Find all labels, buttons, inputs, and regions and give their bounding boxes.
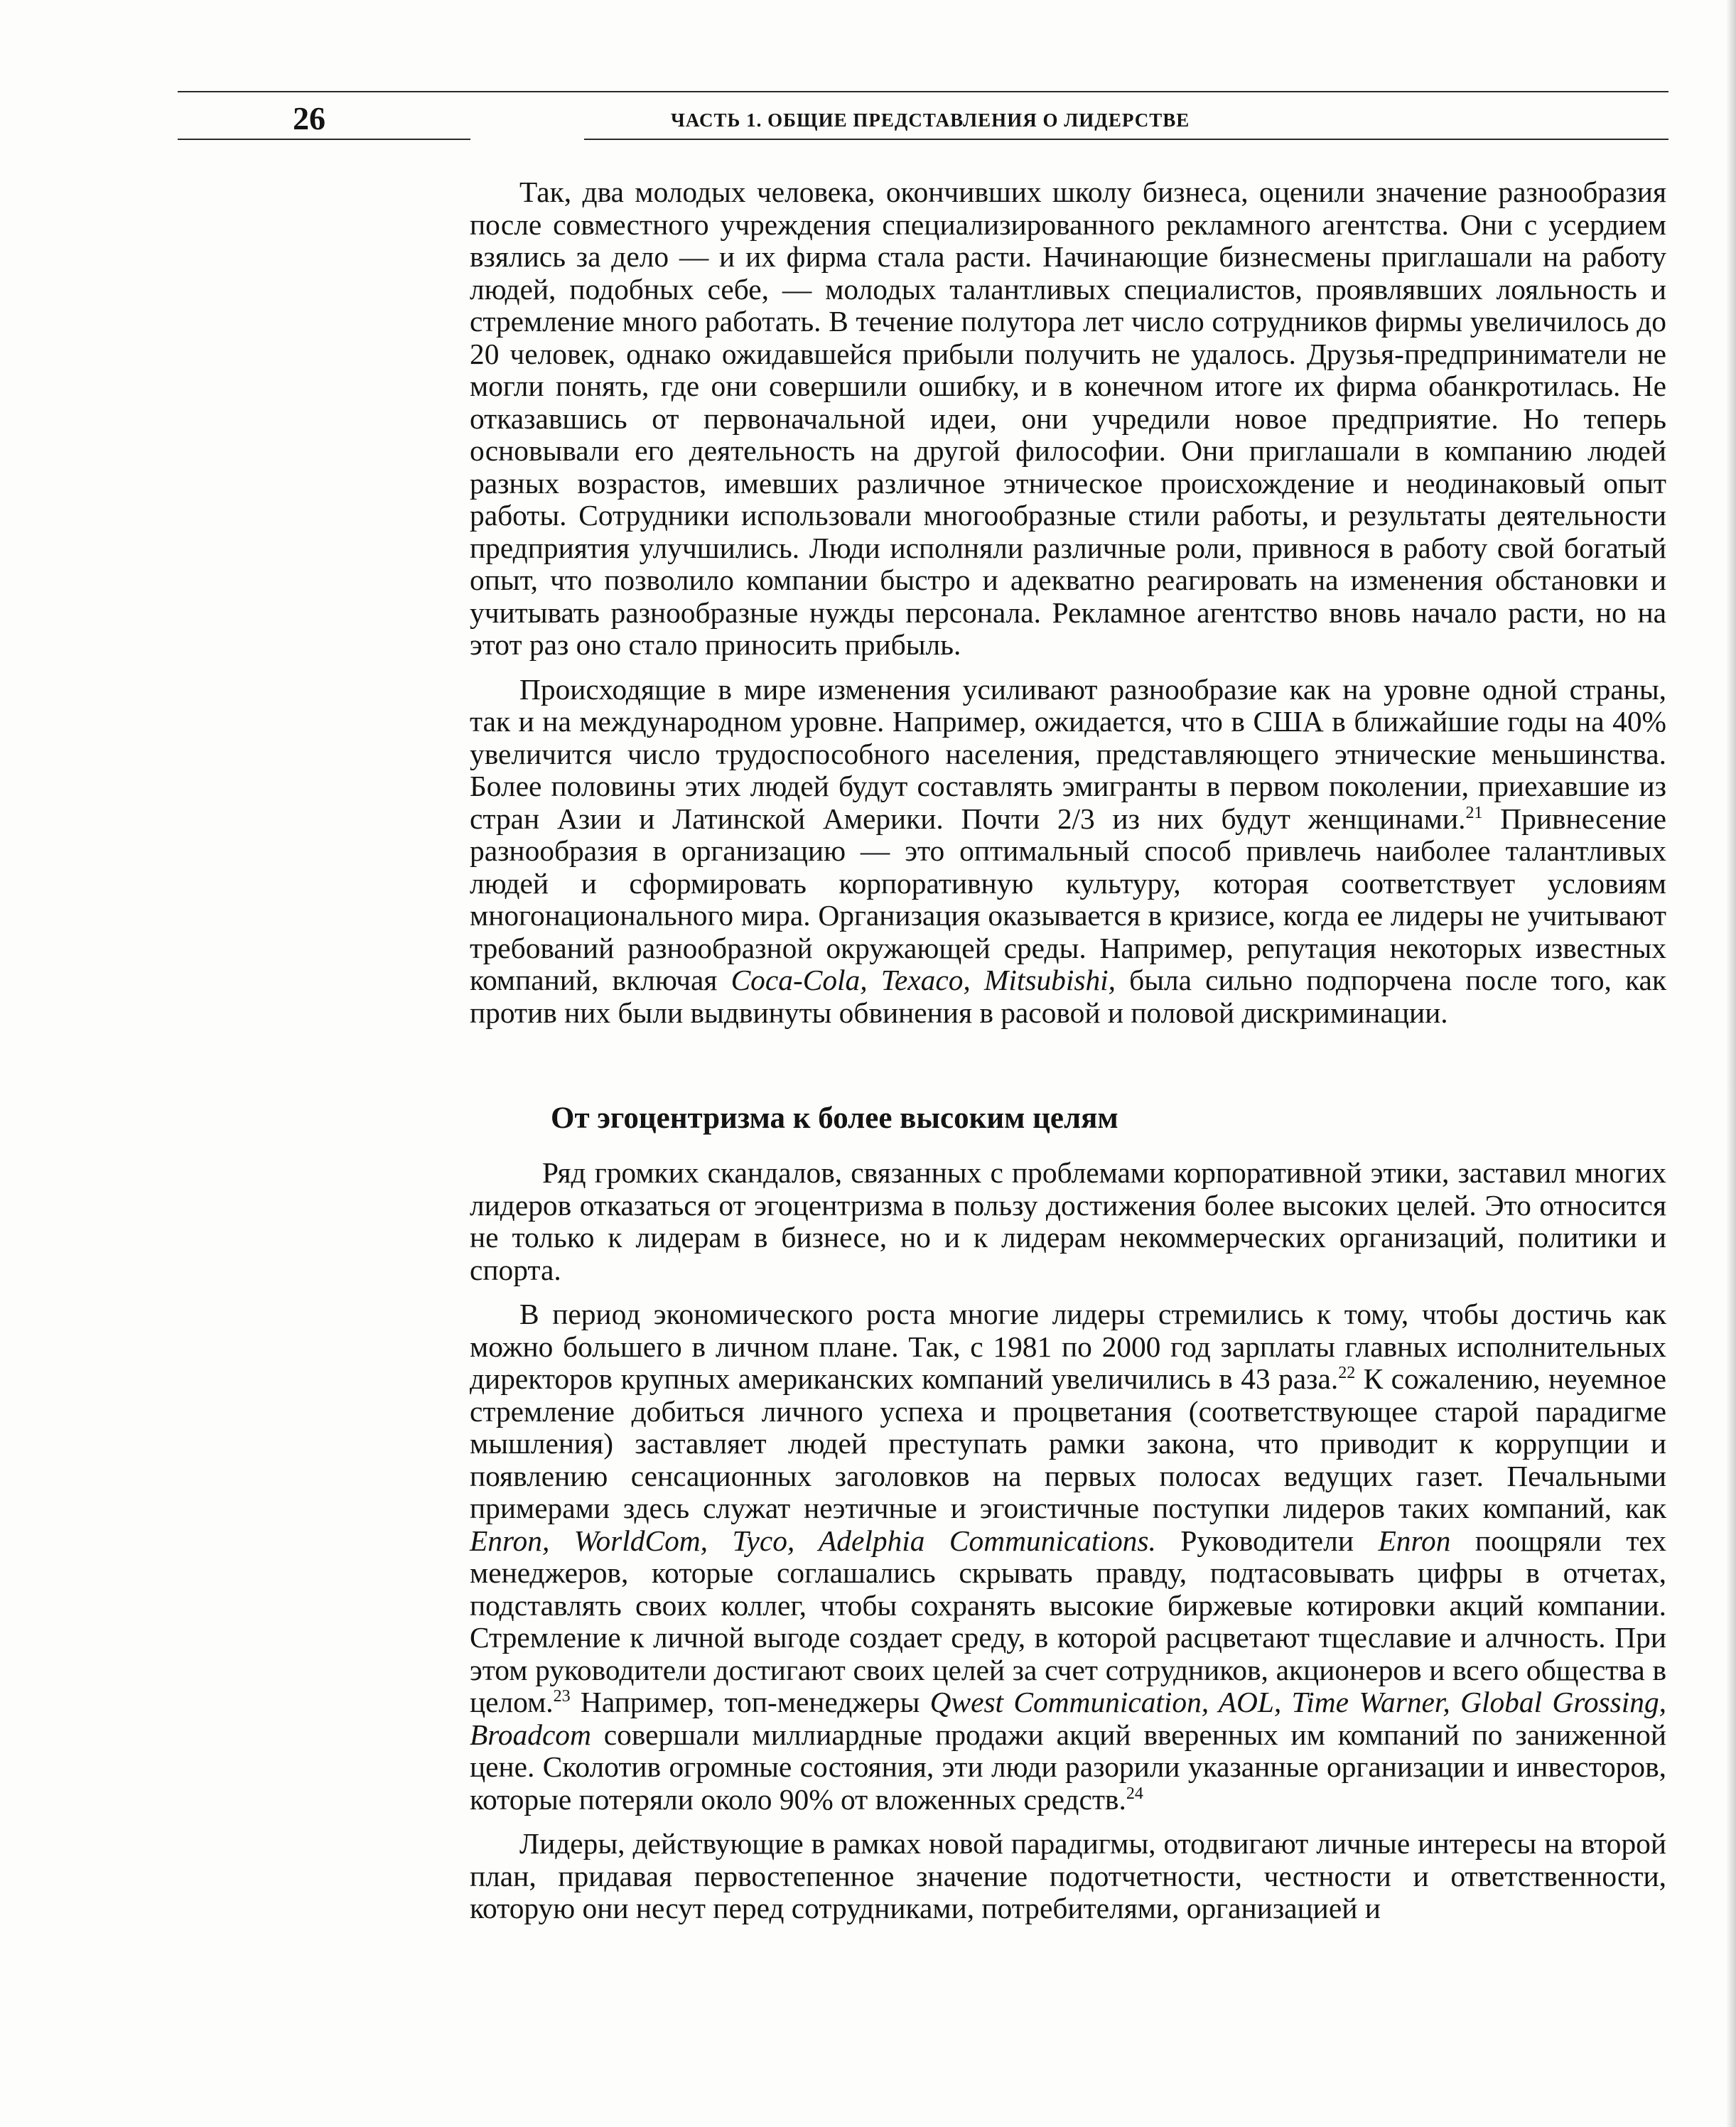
text-run: Привнесение разнообразия в организацию — это оптимальный способ привлечь наиболее талантливых людей и сформировать корпоративную культуру, которая соответствует условиям многонационального мира. Организация оказывается в кризисе, когда ее лидеры не учитывают требований разнообразной окружающей среды. Например, репутация некоторых известных компаний, включая [470,802,1666,996]
scan-edge-shadow [1726,0,1736,2127]
paragraph-global-diversity [470,674,1666,1030]
paragraph-scandals: Ряд громких скандалов, связанных с проблемами корпоративной этики, заставил многих лидеров отказаться от эгоцентризма в пользу достижения более высоких целей. Это относится не только к лидерам в бизнесе, но и к лидерам некоммерческих организаций, политики и спорта. [470,1156,1666,1286]
header-rule-right [584,139,1668,140]
footnote-ref-22: 22 [1338,1364,1356,1383]
footnote-ref-21: 21 [1465,803,1483,822]
text-run: поощряли тех менеджеров, которые соглашались скрывать правду, подтасовывать цифры в отчетах, подставлять своих коллег, чтобы сохранять высокие биржевые котировки акций компании. Стремление к личной выгоде создает среду, в которой расцветают тщеславие и алчность. При этом руководители достигают своих целей за счет сотрудников, акционеров и всего общества в целом. [470,1524,1666,1718]
text-run: Руководители [1155,1524,1379,1557]
body-text [470,176,1666,1925]
paragraph-economic-growth [470,1298,1666,1816]
paragraph-agency-example: Так, два молодых человека, окончивших школу бизнеса, оценили значение разнообразия после совместного учреждения специализированного рекламного агентства. Они с усердием взялись за дело — и их фирма стала расти. Начинающие бизнесмены приглашали на работу людей, подобных себе, — молодых талантливых специалистов, проявлявших лояльность и стремление много работать. В течение полутора лет число сотрудников фирмы увеличилось до 20 человек, однако ожидавшейся прибыли получить не удалось. Друзья-предприниматели не могли понять, где они совершили ошибку, и в конечном итоге их фирма обанкротилась. Не отказавшись от первоначальной идеи, они учредили новое предприятие. Но теперь основывали его деятельность на другой философии. Они приглашали в компанию людей разных возрастов, имевших различное этническое происхождение и неодинаковый опыт работы. Сотрудники использовали многообразные стили работы, и результаты деятельности предприятия улучшились. Люди исполняли различные роли, привнося в работу свой богатый опыт, что позволило компании быстро и адекватно реагировать на изменения обстановки и учитывать разнообразные нужды персонала. Рекламное агентство вновь начало расти, но на этот раз оно стало приносить прибыль. [470,176,1666,661]
section-heading: От эгоцентризма к более высоким целям [551,1102,1118,1135]
footnote-ref-24: 24 [1126,1784,1143,1803]
text-run: совершали миллиардные продажи акций вверенных им компаний по заниженной цене. Сколотив огромные состояния, эти люди разорили указанные организации и инвесторов, которые потеряли около 90% от вложенных средств. [470,1718,1666,1816]
footnote-ref-23: 23 [553,1687,571,1706]
company-names: Qwest Communication, AOL, Time Warner, Global Grossing, Broadcom [470,1686,1666,1751]
company-names: Coca-Cola, Texaco, Mitsubishi, [730,964,1116,996]
page-number: 26 [293,100,325,136]
text-run: К сожалению, неуемное стремление добиться личного успеха и процветания (соответствующее старой парадигме мышления) заставляет людей преступать рамки закона, что приводит к коррупции и появлению сенсационных заголовков на первых полосах ведущих газет. Печальными примерами здесь служат неэтичные и эгоистичные поступки лидеров таких компаний, как [470,1362,1666,1524]
company-name-enron: Enron [1378,1524,1451,1557]
company-names: Enron, WorldCom, Tyco, Adelphia Communications. [470,1524,1156,1557]
paragraph-new-paradigm: Лидеры, действующие в рамках новой парадигмы, отодвигают личные интересы на второй план, придавая первостепенное значение подотчетности, честности и ответственности, которую они несут перед сотрудниками, потребителями, организацией и [470,1827,1666,1924]
running-head: ЧАСТЬ 1. ОБЩИЕ ПРЕДСТАВЛЕНИЯ О ЛИДЕРСТВЕ [671,109,1190,131]
header-rule-top [178,91,1668,92]
text-run: Происходящие в мире изменения усиливают разнообразие как на уровне одной страны, так и на международном уровне. Например, ожидается, что в США в ближайшие годы на 40% увеличится число трудоспособного населения, представляющего этнические меньшинства. Более половины этих людей будут составлять эмигранты в первом поколении, приехавшие из стран Азии и Латинской Америки. Почти 2/3 из них будут женщинами. [470,672,1666,835]
text-run: Например, топ-менеджеры [570,1686,930,1718]
header-rule-left [178,139,470,140]
text-run: В период экономического роста многие лидеры стремились к тому, чтобы достичь как можно большего в личном плане. Так, с 1981 по 2000 год зарплаты главных исполнительных директоров крупных американских компаний увеличились в 43 раза. [470,1298,1666,1395]
text-run: была сильно подпорчена после того, как против них были выдвинуты обвинения в расовой и половой дискриминации. [470,964,1666,1029]
